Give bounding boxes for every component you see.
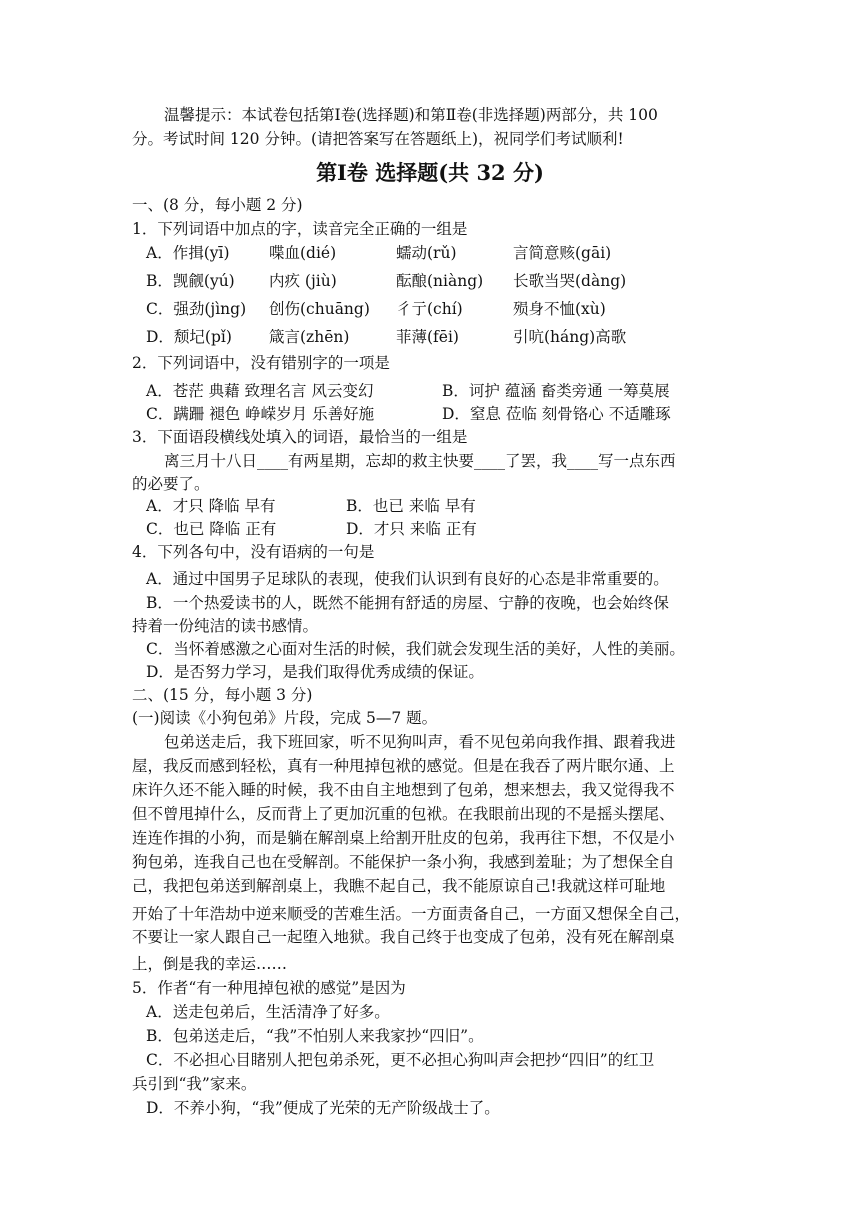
q4-option-c: C．当怀着感激之心面对生活的时候，我们就会发现生活的美好，人性的美丽。 (146, 640, 685, 658)
notice-line-1: 温馨提示：本试卷包括第Ⅰ卷(选择题)和第Ⅱ卷(非选择题)两部分，共 100 (164, 106, 658, 124)
q3-blank-2: ____ (474, 452, 506, 470)
q5-option-c-line-1: C．不必担心目睹别人把包弟杀死，更不必担心狗叫声会把抄“四旧”的红卫 (146, 1051, 655, 1069)
q4-option-b-line-2: 持着一份纯洁的读书感情。 (132, 617, 319, 635)
q1-d-1: D．颓圮(pǐ) (146, 328, 232, 346)
section1-heading: 一、(8 分，每小题 2 分) (132, 196, 303, 214)
section2-heading: 二、(15 分，每小题 3 分) (132, 686, 313, 704)
q5-option-a: A．送走包弟后，生活清净了好多。 (146, 1003, 390, 1021)
q1-b-4: 长歌当哭(dàng) (513, 272, 627, 290)
q2-option-b: B．诃护 蕴涵 畜类旁通 一筹莫展 (442, 382, 670, 400)
q1-a-1: A．作揖(yī) (146, 244, 230, 262)
q1-c-2: 创伤(chuāng) (269, 300, 370, 318)
q3-passage-part-1: 离三月十八日 (164, 452, 258, 470)
q1-stem: 1．下列词语中加点的字，读音完全正确的一组是 (132, 220, 468, 238)
q1-b-1: B．觊觎(yú) (146, 272, 235, 290)
q5-option-c-line-2: 兵引到“我”家来。 (132, 1075, 257, 1093)
q3-option-a: A．才只 降临 早有 (146, 497, 276, 515)
q1-d-3: 菲薄(fēi) (396, 328, 459, 346)
q2-stem: 2．下列词语中，没有错别字的一项是 (132, 354, 390, 372)
q3-blank-3: ____ (567, 452, 599, 470)
reading-instruction: (一)阅读《小狗包弟》片段，完成 5—7 题。 (132, 709, 438, 727)
q1-a-2: 喋血(dié) (269, 244, 337, 262)
q1-b-2: 内疚 (jiù) (269, 272, 337, 290)
q1-d-4: 引吭(háng)高歌 (513, 328, 627, 346)
q2-option-a: A．苍茫 典藉 致理名言 风云变幻 (146, 382, 374, 400)
q3-blank-1: ____ (257, 452, 289, 470)
q4-stem: 4．下列各句中，没有语病的一句是 (132, 543, 375, 561)
passage-line: 床许久还不能入睡的时候，我不由自主地想到了包弟，想来想去，我又觉得我不 (132, 781, 675, 799)
q1-c-3: 彳亍(chí) (396, 300, 463, 318)
q4-option-a: A．通过中国男子足球队的表现，使我们认识到有良好的心态是非常重要的。 (146, 570, 669, 588)
q5-option-b: B．包弟送走后，“我”不怕别人来我家抄“四旧”。 (146, 1027, 484, 1045)
q1-c-1: C．强劲(jìng) (146, 300, 247, 318)
passage-line: 包弟送走后，我下班回家，听不见狗叫声，看不见包弟向我作揖、跟着我进 (164, 733, 676, 751)
notice-line-2: 分。考试时间 120 分钟。(请把答案写在答题纸上)，祝同学们考试顺利! (132, 130, 624, 148)
passage-line: 但不曾甩掉什么，反而背上了更加沉重的包袱。在我眼前出现的不是摇头摆尾、 (132, 805, 675, 823)
q5-option-d: D．不养小狗，“我”便成了光荣的无产阶级战士了。 (146, 1099, 500, 1117)
q4-option-b-line-1: B．一个热爱读书的人，既然不能拥有舒适的房屋、宁静的夜晚，也会始终保 (146, 594, 669, 612)
passage-line: 不要让一家人跟自己一起堕入地狱。我自己终于也变成了包弟，没有死在解剖桌 (132, 928, 675, 946)
q1-a-3: 蠕动(rǔ) (396, 244, 457, 262)
q2-option-d: D．窒息 莅临 刻骨铬心 不适雕琢 (442, 405, 671, 423)
passage-line: 狗包弟，连我自己也在受解剖。不能保护一条小狗，我感到羞耻；为了想保全自 (132, 853, 675, 871)
q3-option-c: C．也已 降临 正有 (146, 520, 277, 538)
passage-line: 屋，我反而感到轻松，真有一种甩掉包袱的感觉。但是在我吞了两片眠尔通、上 (132, 757, 675, 775)
q3-option-d: D．才只 来临 正有 (346, 520, 477, 538)
q3-passage-part-2: 有两星期，忘却的救主快要 (288, 452, 475, 470)
section-title: 第Ⅰ卷 选择题(共 32 分) (316, 160, 544, 185)
q1-b-3: 酝酿(niàng) (396, 272, 484, 290)
passage-line: 上，倒是我的幸运…… (132, 955, 288, 973)
q1-d-2: 箴言(zhēn) (269, 328, 350, 346)
passage-line: 己，我把包弟送到解剖桌上，我瞧不起自己，我不能原谅自己!我就这样可耻地 (132, 877, 666, 895)
q3-passage-part-4: 写一点东西 (598, 452, 676, 470)
q3-passage-line-1 (164, 450, 676, 472)
passage-line: 连连作揖的小狗，而是躺在解剖桌上给割开肚皮的包弟，我再往下想，不仅是小 (132, 829, 675, 847)
q3-option-b: B．也已 来临 早有 (346, 497, 476, 515)
q2-option-c: C．蹒跚 褪色 峥嵘岁月 乐善好施 (146, 405, 375, 423)
q1-c-4: 殒身不恤(xù) (513, 300, 606, 318)
q3-stem: 3．下面语段横线处填入的词语，最恰当的一组是 (132, 428, 468, 446)
q5-stem: 5．作者“有一种甩掉包袱的感觉”是因为 (132, 979, 406, 997)
q3-passage-part-3: 了罢，我 (505, 452, 568, 470)
q4-option-d: D．是否努力学习，是我们取得优秀成绩的保证。 (146, 663, 484, 681)
q3-passage-line-2: 的必要了。 (132, 475, 210, 493)
q1-a-4: 言简意赅(gāi) (513, 244, 612, 262)
passage-line: 开始了十年浩劫中逆来顺受的苦难生活。一方面责备自己，一方面又想保全自己， (132, 905, 691, 923)
